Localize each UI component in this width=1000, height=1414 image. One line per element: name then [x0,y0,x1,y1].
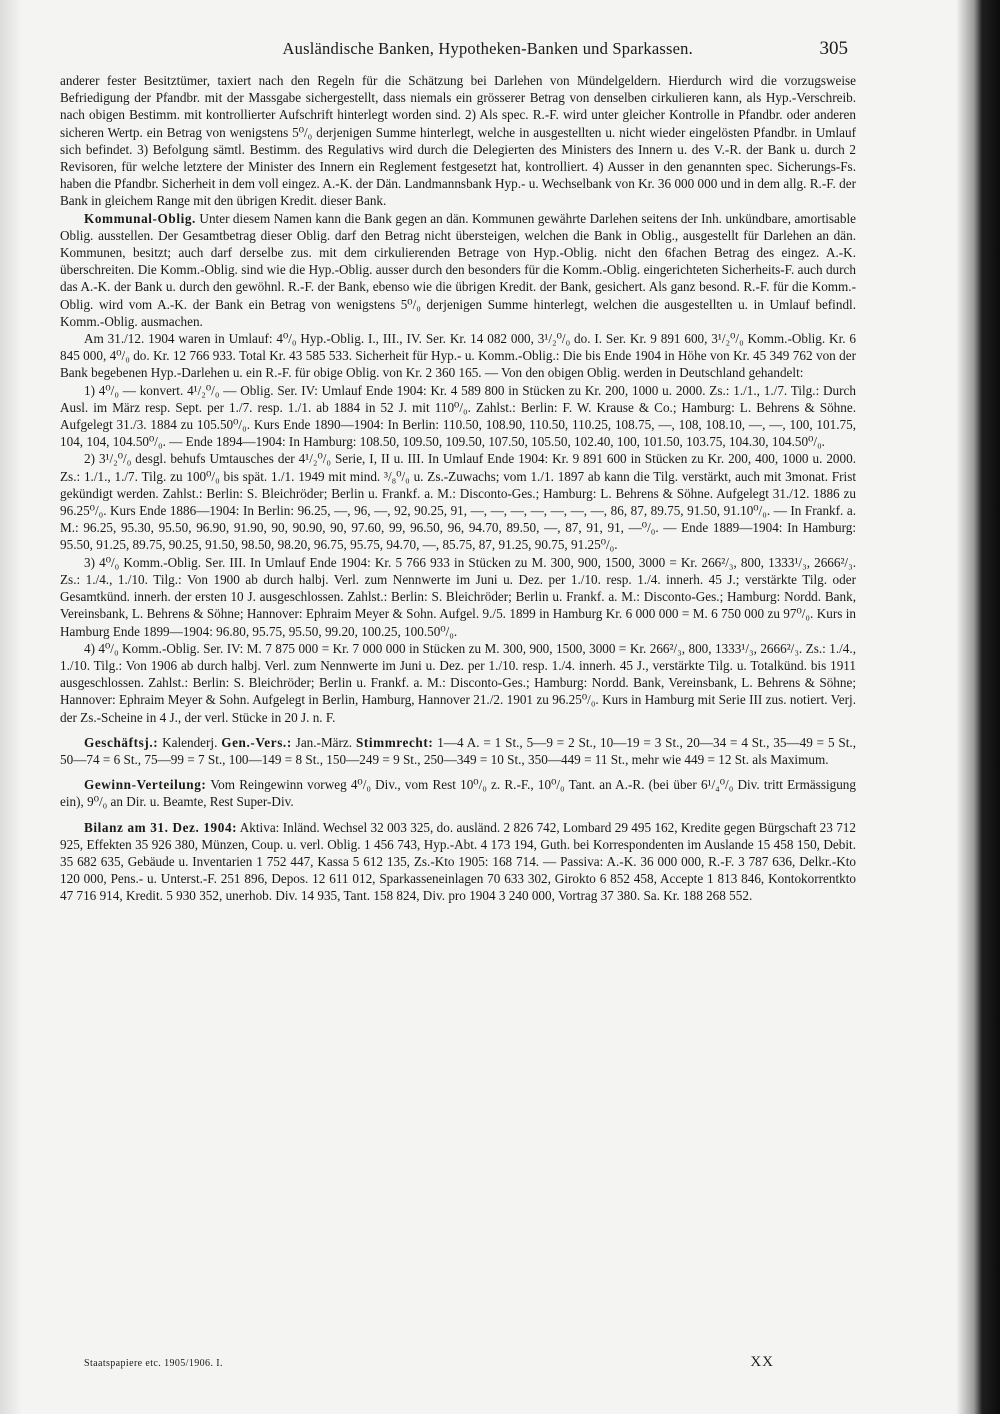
kommunal-label: Kommunal-Oblig. [84,210,196,226]
page-title: Ausländische Banken, Hypotheken-Banken und Sparkassen. [282,39,693,58]
circulation-paragraph: Am 31./12. 1904 waren in Umlauf: 4⁰/₀ Hyp.-Oblig. I., III., IV. Ser. Kr. 14 082 000, 3¹/₂⁰/₀ do. I. Ser. Kr. 9 891 600, 3¹/₂⁰/₀ Komm.-Oblig. Kr. 6 845 000, 4⁰/₀ do. Kr. 12 766 933. Total Kr. 43 585 533. Sicherheit für Hyp.- u. Komm.-Oblig.: Die bis Ende 1904 in Höhe von Kr. 45 349 762 von der Bank begebenen Hyp.-Darlehen u. ein R.-F. für obige Oblig. von Kr. 2 360 165. — Von den obigen Oblig. werden in Deutschland gehandelt: [60,331,856,381]
issue-3-paragraph: 3) 4⁰/₀ Komm.-Oblig. Ser. III. In Umlauf Ende 1904: Kr. 5 766 933 in Stücken zu M. 300, 900, 1500, 3000 = Kr. 266²/₃, 800, 1333¹/₃, 2666²/₃. Zs.: 1./4., 1./10. Tilg.: Von 1900 ab durch halbj. Verl. zum Nennwerte im Juni u. Dez. per 1./10. resp. 1./4. innerh. 45 J.; verstärkte Tilg. oder Gesamtkünd. innerh. der ersten 10 J. ausgeschlossen. Zahlst.: Berlin: S. Bleichröder; Berlin u. Frankf. a. M.: Disconto-Ges.; Hamburg: Nordd. Bank, Vereinsbank, L. Behrens & Söhne; Hannover: Ephraim Meyer & Sohn. Aufgel. 9./5. 1899 in Hamburg Kr. 6 000 000 = M. 6 750 000 zu 97⁰/₀. Kurs in Hamburg Ende 1899—1904: 96.80, 95.75, 95.50, 99.20, 100.25, 100.50⁰/₀. [60,554,856,639]
footer-signature: Staatspapiere etc. 1905/1906. I. [84,1358,223,1369]
geschaeftsjahr-label: Geschäftsj.: [84,734,159,750]
page-number: 305 [819,38,848,59]
gen-vers-label: Gen.-Vers.: [221,734,292,750]
kommunal-paragraph [60,210,856,330]
issue-4-paragraph: 4) 4⁰/₀ Komm.-Oblig. Ser. IV: M. 7 875 000 = Kr. 7 000 000 in Stücken zu M. 300, 900, 1500, 3000 = Kr. 266²/₃, 800, 1333¹/₃, 2666²/₃. Zs.: 1./4., 1./10. Tilg.: Von 1906 ab durch halbj. Verl. zum Nennwerte im Juni u. Dez. per 1./10. resp. 1./4. innerh. 45 J., verstärkte Tilg. u. Totalkünd. bis 1911 ausgeschlossen. Zahlst.: Berlin: S. Bleichröder; Berlin u. Frankf. a. M.: Disconto-Ges.; Hamburg: Nordd. Bank, Vereinsbank, L. Behrens & Söhne; Hannover: Ephraim Meyer & Sohn. Aufgelegt in Berlin, Hamburg, Hannover 21./2. 1901 zu 96.25⁰/₀. Kurs in Hamburg mit Serie III zus. notiert. Verj. der Zs.-Scheine in 4 J., der verl. Stücke in 20 J. n. F. [60,640,856,725]
gen-vers-text: Jan.-März. [291,734,356,750]
issue-2-paragraph: 2) 3¹/₂⁰/₀ desgl. behufs Umtausches der 4¹/₂⁰/₀ Serie, I, II u. III. In Umlauf Ende 1904: Kr. 9 891 600 in Stücken zu Kr. 200, 400, 1000 u. 2000. Zs.: 1./1., 1./7. Tilg. zu 100⁰/₀ bis spät. 1./1. 1949 mit mind. ³/₈⁰/₀ u. Zs.-Zuwachs; vom 1./1. 1897 ab kann die Tilg. verstärkt, auch mit 3monat. Frist gekündigt werden. Zahlst.: Berlin: S. Bleichröder; Berlin u. Frankf. a. M.: Disconto-Ges.; Hamburg: L. Behrens & Söhne. Aufgelegt 31./12. 1886 zu 96.25⁰/₀. Kurs Ende 1886—1904: In Berlin: 96.25, —, 96, —, 92, 90.25, 91, —, —, —, —, —, —, —, 86, 87, 89.75, 91.50, 91.10⁰/₀. — In Frankf. a. M.: 96.25, 95.30, 95.50, 96.90, 91.90, 90, 90.90, 90, 97.60, 99, 96.50, 96, 94.70, 89.50, —, 87, 91, 91, —⁰/₀. — Ende 1889—1904: In Hamburg: 95.50, 91.25, 89.75, 90.25, 91.50, 98.50, 98.20, 96.75, 95.75, 94.70, —, 85.75, 87, 91.25, 90.75, 91.25⁰/₀. [60,451,856,553]
footer-sheet-mark: XX [750,1354,774,1370]
gewinn-text: Vom Reingewinn vorweg 4⁰/₀ Div., vom Rest 10⁰/₀ z. R.-F., 10⁰/₀ Tant. an A.-R. (bei über 6¹/₄⁰/₀ Div. tritt Ermässigung ein), 9⁰/₀ an Dir. u. Beamte, Rest Super-Div. [60,777,856,810]
bilanz-label: Bilanz am 31. Dez. 1904: [84,819,238,835]
gewinn-label: Gewinn-Verteilung: [84,777,207,793]
gewinn-paragraph [60,776,856,810]
stimmrecht-label: Stimmrecht: [355,734,434,750]
scan-shadow-left [0,0,22,1414]
running-head [60,38,856,72]
stimmrecht-text: 1—4 A. = 1 St., 5—9 = 2 St., 10—19 = 3 St., 20—34 = 4 St., 35—49 = 5 St., 50—74 = 6 St., 75—99 = 7 St., 100—149 = 8 St., 150—249 = 9 St., 250—349 = 10 St., 350—449 = 11 St., mehr wie 449 = 12 St. als Maximum. [60,734,856,767]
intro-paragraph: anderer fester Besitztümer, taxiert nach den Regeln für die Schätzung bei Darlehen von Mündelgeldern. Hierdurch wird die vorzugsweise Befriedigung der Pfandbr. mit der Massgabe sichergestellt, dass niemals ein grösserer Betrag von denselben cirkulieren kann, als Hyp.-Verschreib. nach obigen Bestimm. mit kontrollierter Aufschrift hinterlegt worden sind. 2) Als spec. R.-F. wird unter gleicher Kontrolle in Pfandbr. oder anderen sicheren Wertp. ein Betrag von wenigstens 5⁰/₀ derjenigen Summe hinterlegt, welche in ausgestellten u. nicht wieder eingelösten Pfandbr. in Umlauf sich befindet. 3) Befolgung sämtl. Bestimm. des Regulativs wird durch die Delegierten des Ministers des Innern u. des V.-R. der Bank u. durch 2 Revisoren, für welche letztere der Minister des Innern ein Reglement festgesetzt hat, kontrolliert. 4) Ausser in den genannten spec. Sicherungs-Fs. haben die Pfandbr. Sicherheit in dem voll eingez. A.-K. der Dän. Landmannsbank Hyp.- u. Wechselbank von Kr. 36 000 000 und in dem allg. R.-F. der Bank in gleichem Range mit den übrigen Kredit. dieser Bank. [60,73,856,209]
bilanz-text: Aktiva: Inländ. Wechsel 32 003 325, do. ausländ. 2 826 742, Lombard 29 495 162, Kredite gegen Bürgschaft 23 712 925, Effekten 35 926 380, Münzen, Coup. u. verl. Oblig. 1 456 743, Hyp.-Abt. 4 173 194, Guth. bei Korrespondenten im Auslande 15 458 150, Debit. 35 682 635, Gebäude u. Inventarien 1 752 447, Kassa 5 612 135, Zs.-Kto 1905: 168 714. — Passiva: A.-K. 36 000 000, R.-F. 3 787 636, Delkr.-Kto 120 000, Pens.- u. Unterst.-F. 251 896, Depos. 12 611 012, Sparkasseneinlagen 70 633 302, Girokto 6 852 458, Accepte 1 813 846, Kontokorrentkto 47 716 914, Kredit. 5 930 352, unerhob. Div. 14 935, Tant. 158 824, Div. pro 1904 3 240 000, Vortrag 37 380. Sa. Kr. 188 268 552. [60,819,856,904]
scan-shadow-right [956,0,1000,1414]
page-footer [84,1354,774,1371]
geschaeftsjahr-text: Kalenderj. [158,734,222,750]
issue-1-paragraph: 1) 4⁰/₀ — konvert. 4¹/₂⁰/₀ — Oblig. Ser. IV: Umlauf Ende 1904: Kr. 4 589 800 in Stücken zu Kr. 200, 1000 u. 2000. Zs.: 1./1., 1./7. Tilg.: Durch Ausl. im März resp. Sept. per 1./7. resp. 1./1. ab 1884 in 52 J. mit 110⁰/₀. Zahlst.: Berlin: F. W. Krause & Co.; Hamburg: L. Behrens & Söhne. Aufgelegt 31./3. 1884 zu 105.50⁰/₀. Kurs Ende 1890—1904: In Berlin: 110.50, 108.90, 110.50, 110.25, 108.75, —, 108, 108.10, —, —, 100, 101.75, 104, 104, 104.50⁰/₀. — Ende 1894—1904: In Hamburg: 108.50, 109.50, 109.50, 107.50, 105.50, 102.40, 100, 101.50, 103.75, 104.30, 104.50⁰/₀. [60,382,856,450]
geschaeft-paragraph [60,734,856,768]
kommunal-text: Unter diesem Namen kann die Bank gegen an dän. Kommunen gewährte Darlehen seitens der Inh. unkündbare, amortisable Oblig. ausstellen. Der Gesamtbetrag dieser Oblig. darf den Betrag nicht übersteigen, welchen die Bank in Oblig., ausgestellt für Darlehen an dän. Kommunen, besitzt; auch darf derselbe zus. mit dem cirkulierenden Betrage von Hyp.-Oblig. nicht den 6fachen Betrag des eingez. A.-K. überschreiten. Die Komm.-Oblig. sind wie die Hyp.-Oblig. ausser durch den besonders für die Komm.-Oblig. eingerichteten Sicherheits-F. auch durch das A.-K. der Bank u. durch den gewöhnl. R.-F. der Bank, ebenso wie die übrigen Kredit. der Bank, gesichert. Als ganz besond. R.-F. für die Komm.-Oblig. wird vom A.-K. der Bank ein Betrag von wenigstens 5⁰/₀ derjenigen Summe hinterlegt, welchen die ausgestellten u. in Umlauf befindl. Komm.-Oblig. ausmachen. [60,210,856,329]
bilanz-paragraph [60,819,856,905]
page-body [60,38,856,905]
